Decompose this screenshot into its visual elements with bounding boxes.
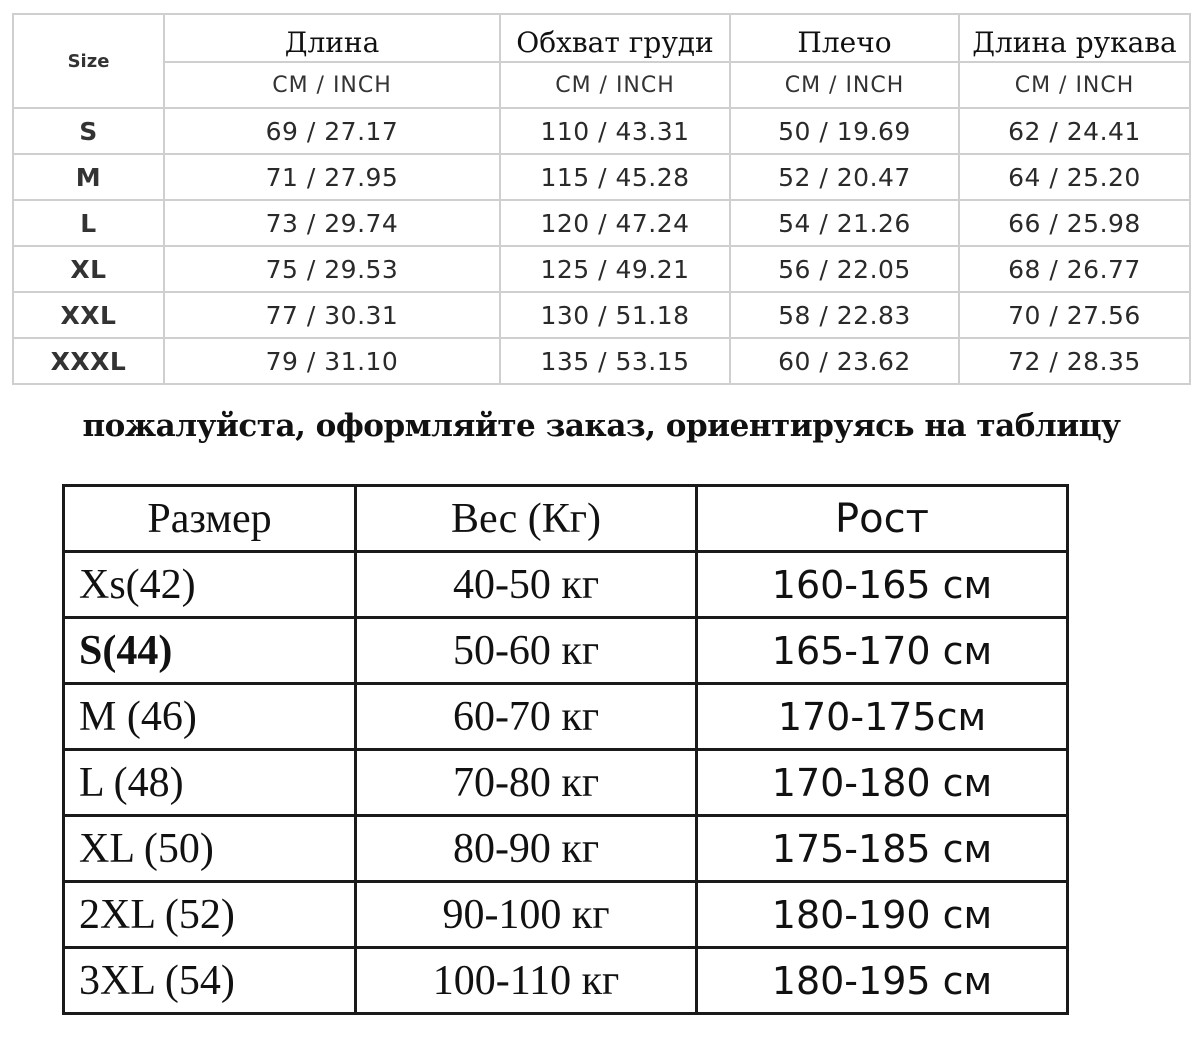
size-cell: XXL <box>13 292 164 338</box>
shoulder-cell: 56 / 22.05 <box>730 246 959 292</box>
shoulder-cell: 60 / 23.62 <box>730 338 959 384</box>
weight-cell: 60-70 кг <box>356 684 697 750</box>
table-row <box>64 750 1068 816</box>
sleeve-cell: 68 / 26.77 <box>959 246 1190 292</box>
measurement-table <box>12 13 1191 385</box>
weight-header: Вес (Кг) <box>356 486 697 552</box>
length-cell: 77 / 30.31 <box>164 292 500 338</box>
table-row <box>64 552 1068 618</box>
size-column-header: Size <box>13 14 164 108</box>
table-row <box>13 246 1190 292</box>
length-column-header: Длина <box>164 14 500 62</box>
sleeve-cell: 70 / 27.56 <box>959 292 1190 338</box>
table-row <box>64 684 1068 750</box>
weight-cell: 70-80 кг <box>356 750 697 816</box>
shoulder-cell: 58 / 22.83 <box>730 292 959 338</box>
measurement-header-row <box>13 14 1190 62</box>
table-row <box>64 816 1068 882</box>
table-row <box>13 338 1190 384</box>
sleeve-cell: 64 / 25.20 <box>959 154 1190 200</box>
shoulder-unit: CM / INCH <box>730 62 959 108</box>
chest-cell: 125 / 49.21 <box>500 246 730 292</box>
length-cell: 73 / 29.74 <box>164 200 500 246</box>
chest-column-header: Обхват груди <box>500 14 730 62</box>
size-cell: M <box>13 154 164 200</box>
chest-unit: CM / INCH <box>500 62 730 108</box>
weight-cell: 90-100 кг <box>356 882 697 948</box>
size-cell: L (48) <box>64 750 356 816</box>
sleeve-column-header: Длина рукава <box>959 14 1190 62</box>
length-cell: 69 / 27.17 <box>164 108 500 154</box>
weight-cell: 100-110 кг <box>356 948 697 1014</box>
size-cell: L <box>13 200 164 246</box>
size-cell: S <box>13 108 164 154</box>
sleeve-unit: CM / INCH <box>959 62 1190 108</box>
chest-cell: 110 / 43.31 <box>500 108 730 154</box>
chest-cell: 135 / 53.15 <box>500 338 730 384</box>
height-cell: 180-190 см <box>697 882 1068 948</box>
table-row <box>13 200 1190 246</box>
size-cell: XL (50) <box>64 816 356 882</box>
size-cell: 2XL (52) <box>64 882 356 948</box>
chest-cell: 120 / 47.24 <box>500 200 730 246</box>
sleeve-cell: 72 / 28.35 <box>959 338 1190 384</box>
weight-cell: 40-50 кг <box>356 552 697 618</box>
table-row <box>13 108 1190 154</box>
height-cell: 170-175см <box>697 684 1068 750</box>
sleeve-cell: 66 / 25.98 <box>959 200 1190 246</box>
sleeve-cell: 62 / 24.41 <box>959 108 1190 154</box>
measurement-unit-row <box>13 62 1190 108</box>
height-cell: 180-195 см <box>697 948 1068 1014</box>
length-cell: 79 / 31.10 <box>164 338 500 384</box>
chest-cell: 130 / 51.18 <box>500 292 730 338</box>
order-note: пожалуйста, оформляйте заказ, ориентируясь на таблицу <box>82 408 1121 444</box>
shoulder-column-header: Плечо <box>730 14 959 62</box>
height-cell: 165-170 см <box>697 618 1068 684</box>
height-cell: 175-185 см <box>697 816 1068 882</box>
table-row <box>13 154 1190 200</box>
height-cell: 170-180 см <box>697 750 1068 816</box>
table-row <box>64 882 1068 948</box>
weight-cell: 80-90 кг <box>356 816 697 882</box>
chest-cell: 115 / 45.28 <box>500 154 730 200</box>
length-cell: 71 / 27.95 <box>164 154 500 200</box>
shoulder-cell: 52 / 20.47 <box>730 154 959 200</box>
size-cell: 3XL (54) <box>64 948 356 1014</box>
length-unit: CM / INCH <box>164 62 500 108</box>
height-header: Рост <box>697 486 1068 552</box>
length-cell: 75 / 29.53 <box>164 246 500 292</box>
size-guide-table <box>62 484 1069 1015</box>
size-guide-header-row <box>64 486 1068 552</box>
size-cell: M (46) <box>64 684 356 750</box>
size-cell: XL <box>13 246 164 292</box>
height-cell: 160-165 см <box>697 552 1068 618</box>
size-header: Размер <box>64 486 356 552</box>
size-cell: S(44) <box>64 618 356 684</box>
table-row <box>13 292 1190 338</box>
weight-cell: 50-60 кг <box>356 618 697 684</box>
shoulder-cell: 50 / 19.69 <box>730 108 959 154</box>
table-row <box>64 618 1068 684</box>
table-row <box>64 948 1068 1014</box>
size-cell: Xs(42) <box>64 552 356 618</box>
shoulder-cell: 54 / 21.26 <box>730 200 959 246</box>
size-cell: XXXL <box>13 338 164 384</box>
